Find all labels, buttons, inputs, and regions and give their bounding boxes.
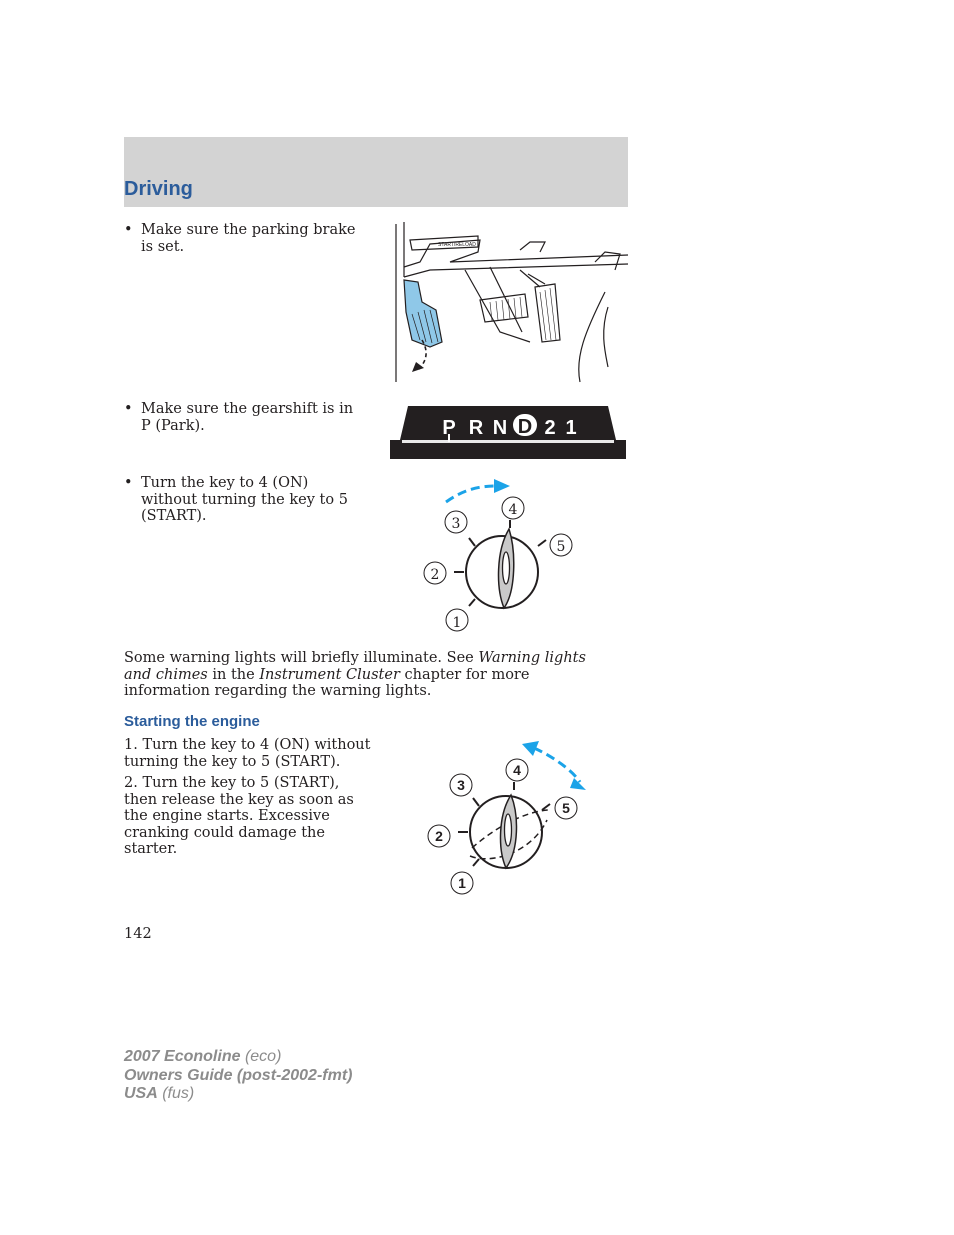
ignition-position-5: 5 xyxy=(562,800,570,816)
parking-brake-pedal-figure xyxy=(390,222,630,387)
bullet-parking-brake xyxy=(124,222,364,255)
bullet-text: Make sure the parking brake is set. xyxy=(141,222,356,255)
gear-n: N xyxy=(492,417,508,439)
bullet-symbol: • xyxy=(124,222,133,238)
step-2: 2. Turn the key to 5 (START), then release the key as soon as the engine starts. Excessive cranking could damage the starter. xyxy=(124,775,354,857)
footer-line-1 xyxy=(124,1048,352,1067)
ignition-position-4: 4 xyxy=(513,762,521,778)
ignition-position-4: 4 xyxy=(508,502,518,518)
starting-engine-heading: Starting the engine xyxy=(124,713,260,730)
footer xyxy=(124,1048,352,1104)
gear-1: 1 xyxy=(565,417,577,439)
bullet-turn-key xyxy=(124,475,364,525)
ignition-position-5: 5 xyxy=(556,539,566,555)
ignition-figure-start xyxy=(422,740,592,900)
bullet-symbol: • xyxy=(124,475,133,491)
ignition-position-1: 1 xyxy=(458,875,466,891)
footer-line-2 xyxy=(124,1067,352,1086)
footer-line-3 xyxy=(124,1085,352,1104)
warning-lights-reference: Warning lights and chimes xyxy=(124,650,586,683)
ignition-position-2: 2 xyxy=(435,828,443,844)
section-title: Driving xyxy=(124,178,193,200)
pedal-label: START/RELOAD xyxy=(438,242,476,248)
bullet-text: Turn the key to 4 (ON) without turning the key to 5 (START). xyxy=(141,475,348,524)
gear-r: R xyxy=(468,417,484,439)
paragraph-text: in the xyxy=(207,666,260,683)
bullet-symbol: • xyxy=(124,401,133,417)
footer-guide: Owners Guide (post-2002-fmt) xyxy=(124,1066,353,1084)
footer-model: 2007 Econoline xyxy=(124,1048,241,1065)
footer-region: USA xyxy=(124,1085,158,1102)
gear-d: D xyxy=(517,416,533,438)
paragraph-text: chapter for more information regarding the warning lights. xyxy=(124,666,530,699)
bullet-gearshift xyxy=(124,401,364,434)
footer-model-code: (eco) xyxy=(240,1048,282,1065)
header-band xyxy=(124,137,628,207)
ignition-position-2: 2 xyxy=(430,567,440,583)
bullet-text: Make sure the gearshift is in P (Park). xyxy=(141,401,354,434)
step-1: 1. Turn the key to 4 (ON) without turning the key to 5 (START). xyxy=(124,737,371,770)
gear-p: P xyxy=(442,417,456,439)
gear-2: 2 xyxy=(544,417,556,439)
ignition-position-1: 1 xyxy=(452,615,462,631)
footer-region-code: (fus) xyxy=(157,1085,195,1102)
ignition-figure-on xyxy=(418,476,588,636)
warning-lights-paragraph xyxy=(124,650,604,700)
instrument-cluster-reference: Instrument Cluster xyxy=(259,666,400,683)
gear-indicator-figure xyxy=(390,404,626,460)
paragraph-text: Some warning lights will briefly illuminate. See xyxy=(124,650,479,666)
page-number: 142 xyxy=(124,926,152,942)
ignition-position-3: 3 xyxy=(451,516,461,532)
ignition-position-3: 3 xyxy=(457,777,465,793)
